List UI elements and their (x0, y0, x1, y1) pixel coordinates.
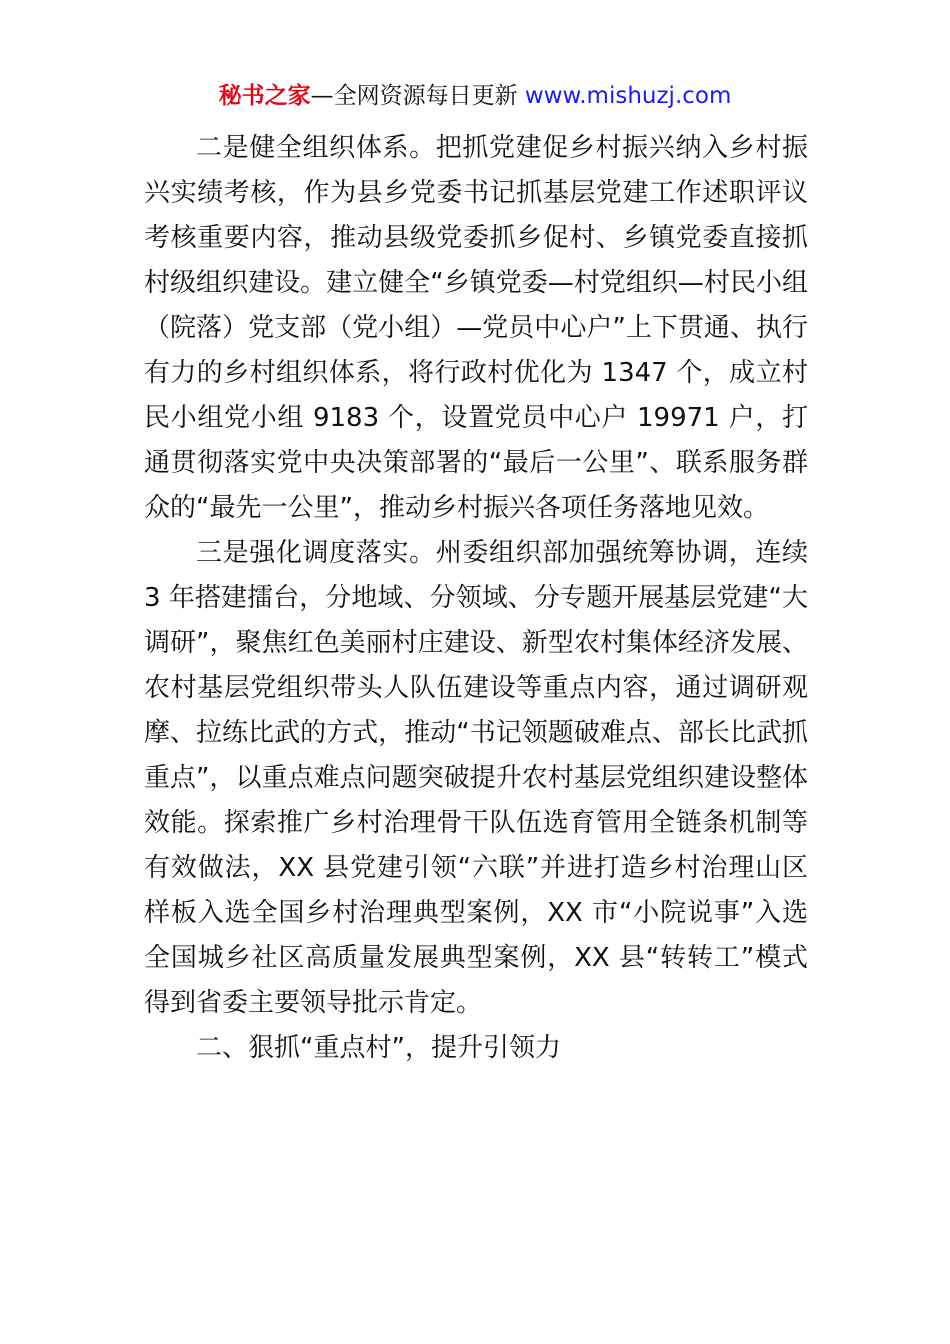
section-heading: 二、狠抓“重点村”，提升引领力 (196, 1033, 561, 1063)
paragraph-scheduling-implementation: 三是强化调度落实。州委组织部加强统筹协调，连续 3 年搭建擂台，分地域、分领域、分专题开展基层党建“大调研”，聚焦红色美丽村庄建设、新型农村集体经济发展、农村基层党组织带头人队伍建设等重点内容，通过调研观摩、拉练比武的方式，推动“书记领题破难点、部长比武抓重点”，以重点难点问题突破提升农村基层党组织建设整体效能。探索推广乡村治理骨干队伍选育管用全链条机制等有效做法，XX 县党建引领“六联”并进打造乡村治理山区样板入选全国乡村治理典型案例，XX 市“小院说事”入选全国城乡社区高质量发展典型案例，XX 县“转转工”模式得到省委主要领导批示肯定。 (144, 538, 808, 1018)
paragraph-organization-system: 二是健全组织体系。把抓党建促乡村振兴纳入乡村振兴实绩考核，作为县乡党委书记抓基层党建工作述职评议考核重要内容，推动县级党委抓乡促村、乡镇党委直接抓村级组织建设。建立健全“乡镇党委—村党组织—村民小组（院落）党支部（党小组）—党员中心户”上下贯通、执行有力的乡村组织体系，将行政村优化为 1347 个，成立村民小组党小组 9183 个，设置党员中心户 19971 户，打通贯彻落实党中央决策部署的“最后一公里”、联系服务群众的“最先一公里”，推动乡村振兴各项任务落地见效。 (144, 133, 808, 523)
document-body (144, 126, 808, 1071)
site-header (0, 80, 950, 112)
site-url-link[interactable]: www.mishuzj.com (524, 83, 732, 109)
header-tagline: —全网资源每日更新 (310, 83, 525, 109)
brand-name: 秘书之家 (218, 83, 311, 109)
